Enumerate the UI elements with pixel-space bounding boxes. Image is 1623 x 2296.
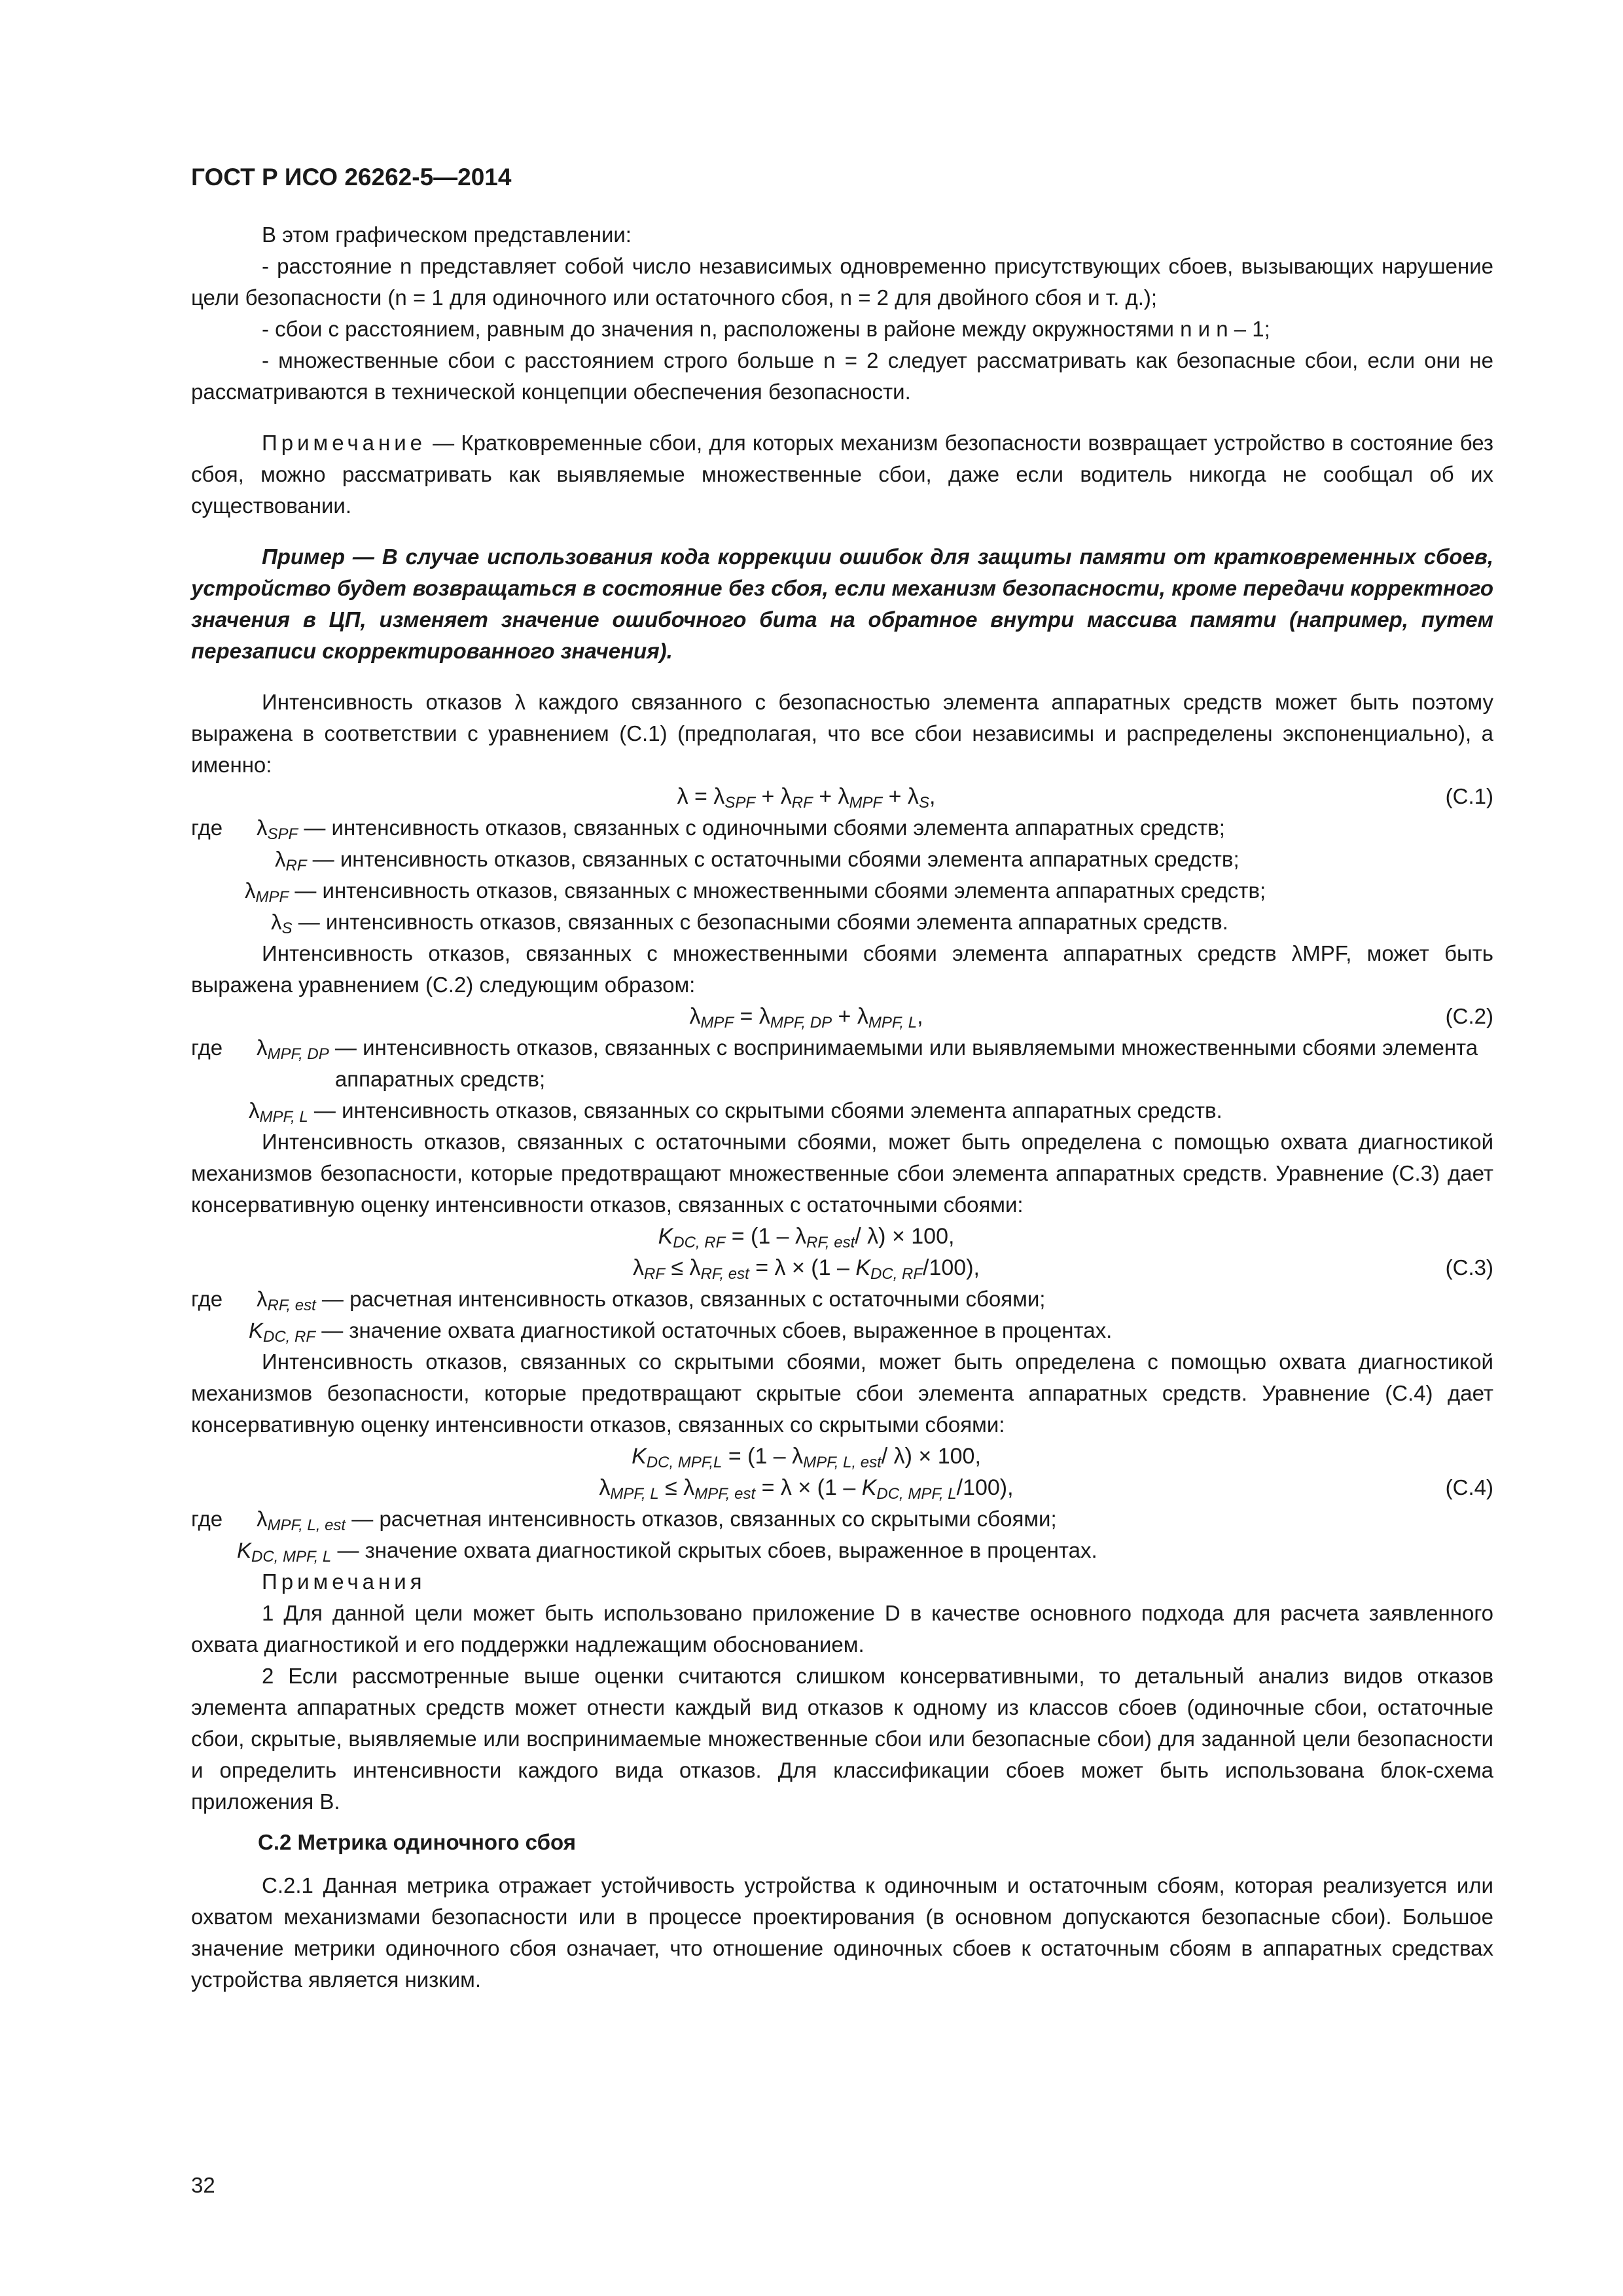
definition: где $\lambda_{MPF, L, est}$ — расчетная интенсивность отказов, связанных со скрытыми сбоями; (191, 1507, 1057, 1534)
equation-c4 (191, 1472, 1493, 1503)
definition: где $\lambda_{RF, est}$ — расчетная интенсивность отказов, связанных с остаточными сбоями; (191, 1287, 1046, 1314)
document-body (191, 219, 1493, 1996)
definition: где $\lambda_{MPF, DP}$ — интенсивность отказов, связанных с воспринимаемыми или выявляемыми множественными сбоями элемента аппаратных средств; (191, 1035, 1478, 1091)
equation-c3 (191, 1252, 1493, 1283)
example: Пример — В случае использования кода коррекции ошибок для защиты памяти от кратковременных сбоев, устройство будет возвращаться в состояние без сбоя, если механизм безопасности, кроме передачи корректного значения в ЦП, изменяет значение ошибочного бита на обратное внутри массива памяти (например, путем перезаписи скорректированного значения). (191, 545, 1493, 663)
paragraph: - множественные сбои с расстоянием строго больше n = 2 следует рассматривать как безопасные сбои, если они не рассматриваются в технической концепции обеспечения безопасности. (191, 348, 1493, 404)
equation-expression: $\lambda = \lambda_{SPF} + \lambda_{RF} + \lambda_{MPF} + \lambda_S$, (677, 784, 936, 812)
definition: $K_{DC, MPF, L}$ — значение охвата диагностикой скрытых сбоев, выраженное в процентах. (237, 1538, 1097, 1566)
paragraph: Интенсивность отказов λ каждого связанного с безопасностью элемента аппаратных средств может быть поэтому выражена в соответствии с уравнением (С.1) (предполагая, что все сбои независимы и распределены экспоненциально), а именно: (191, 690, 1493, 777)
paragraph: С.2.1 Данная метрика отражает устойчивость устройства к одиночным и остаточным сбоям, которая реализуется или охватом механизмами безопасности или в процессе проектирования (в основном допускаются безопасные сбои). Большое значение метрики одиночного сбоя означает, что отношение одиночных сбоев к остаточным сбоям в аппаратных средствах устройства является низким. (191, 1873, 1493, 1992)
definition: $\lambda_{MPF, L}$ — интенсивность отказов, связанных со скрытыми сбоями элемента аппаратных средств. (249, 1098, 1222, 1126)
equation-expression: $K_{DC, RF} = (1 - \lambda_{RF, est}/$ λ) × 100, (658, 1224, 955, 1251)
document-code: ГОСТ Р ИСО 26262-5—2014 (191, 164, 512, 190)
page-number: 32 (191, 2173, 215, 2197)
note (191, 427, 1493, 522)
equation-expression: $K_{DC, MPF,L} = (1 - \lambda_{MPF, L, est}/$ λ) × 100, (632, 1444, 981, 1471)
paragraph: Интенсивность отказов, связанных с множественными сбоями элемента аппаратных средств λMPF, может быть выражена уравнением (С.2) следующим образом: (191, 941, 1493, 997)
note-text: — Кратковременные сбои, для которых механизм безопасности возвращает устройство в состояние без сбоя, можно рассматривать как выявляемые множественные сбои, даже если водитель никогда не сообщал об их существовании. (191, 431, 1493, 518)
equation-expression: $\lambda_{RF} \le \lambda_{RF, est} = \lambda \times (1 - K_{DC, RF}/100)$, (633, 1255, 980, 1283)
paragraph: - сбои с расстоянием, равным до значения n, расположены в районе между окружностями n и n – 1; (262, 317, 1270, 341)
paragraph: - расстояние n представляет собой число независимых одновременно присутствующих сбоев, вызывающих нарушение цели безопасности (n = 1 для одиночного или остаточного сбоя, n = 2 для двойного сбоя и т. д.); (191, 254, 1493, 310)
equation-c1 (191, 781, 1493, 812)
definition: $\lambda_S$ — интенсивность отказов, связанных с безопасными сбоями элемента аппаратных средств. (271, 910, 1228, 937)
equation-c3-line1 (191, 1221, 1493, 1252)
note-2: 2 Если рассмотренные выше оценки считаются слишком консервативными, то детальный анализ видов отказов элемента аппаратных средств может отнести каждый вид отказов к одному из классов сбоев (одиночные сбои, остаточные сбои, скрытые, выявляемые или воспринимаемые множественные сбои или безопасные сбои) для заданной цели безопасности и определить интенсивности каждого вида отказов. Для классификации сбоев может быть использована блок-схема приложения В. (191, 1664, 1493, 1814)
notes-label: Примечания (262, 1570, 426, 1594)
definition: $K_{DC, RF}$ — значение охвата диагностикой остаточных сбоев, выраженное в процентах. (249, 1318, 1113, 1346)
definition: $\lambda_{MPF}$ — интенсивность отказов, связанных с множественными сбоями элемента аппаратных средств; (245, 878, 1266, 906)
paragraph: Интенсивность отказов, связанных с остаточными сбоями, может быть определена с помощью охвата диагностикой механизмов безопасности, которые предотвращают множественные сбои элемента аппаратных средств. Уравнение (С.3) дает консервативную оценку интенсивности отказов, связанных с остаточными сбоями: (191, 1130, 1493, 1217)
paragraph: В этом графическом представлении: (262, 223, 632, 247)
equation-expression: $\lambda_{MPF} = \lambda_{MPF, DP} + \lambda_{MPF, L}$, (689, 1004, 923, 1031)
equation-number: (С.2) (1445, 1004, 1493, 1028)
definition: $\lambda_{RF}$ — интенсивность отказов, связанных с остаточными сбоями элемента аппаратных средств; (275, 847, 1240, 874)
equation-number: (С.4) (1445, 1475, 1493, 1499)
equation-c2 (191, 1001, 1493, 1032)
equation-c4-line1 (191, 1441, 1493, 1472)
equation-expression: $\lambda_{MPF, L} \le \lambda_{MPF, est} = \lambda \times (1 - K_{DC, MPF, L}/100)$, (599, 1475, 1014, 1503)
equation-number: (С.1) (1445, 784, 1493, 808)
equation-number: (С.3) (1445, 1255, 1493, 1280)
note-1: 1 Для данной цели может быть использовано приложение D в качестве основного подхода для расчета заявленного охвата диагностикой и его поддержки надлежащим обоснованием. (191, 1601, 1493, 1657)
note-label: Примечание (262, 431, 427, 455)
paragraph: Интенсивность отказов, связанных со скрытыми сбоями, может быть определена с помощью охвата диагностикой механизмов безопасности, которые предотвращают скрытые сбои элемента аппаратных средств. Уравнение (С.4) дает консервативную оценку интенсивности отказов, связанных со скрытыми сбоями: (191, 1350, 1493, 1437)
definition: где $\lambda_{SPF}$ — интенсивность отказов, связанных с одиночными сбоями элемента аппаратных средств; (191, 816, 1225, 843)
section-title: С.2 Метрика одиночного сбоя (258, 1830, 576, 1854)
